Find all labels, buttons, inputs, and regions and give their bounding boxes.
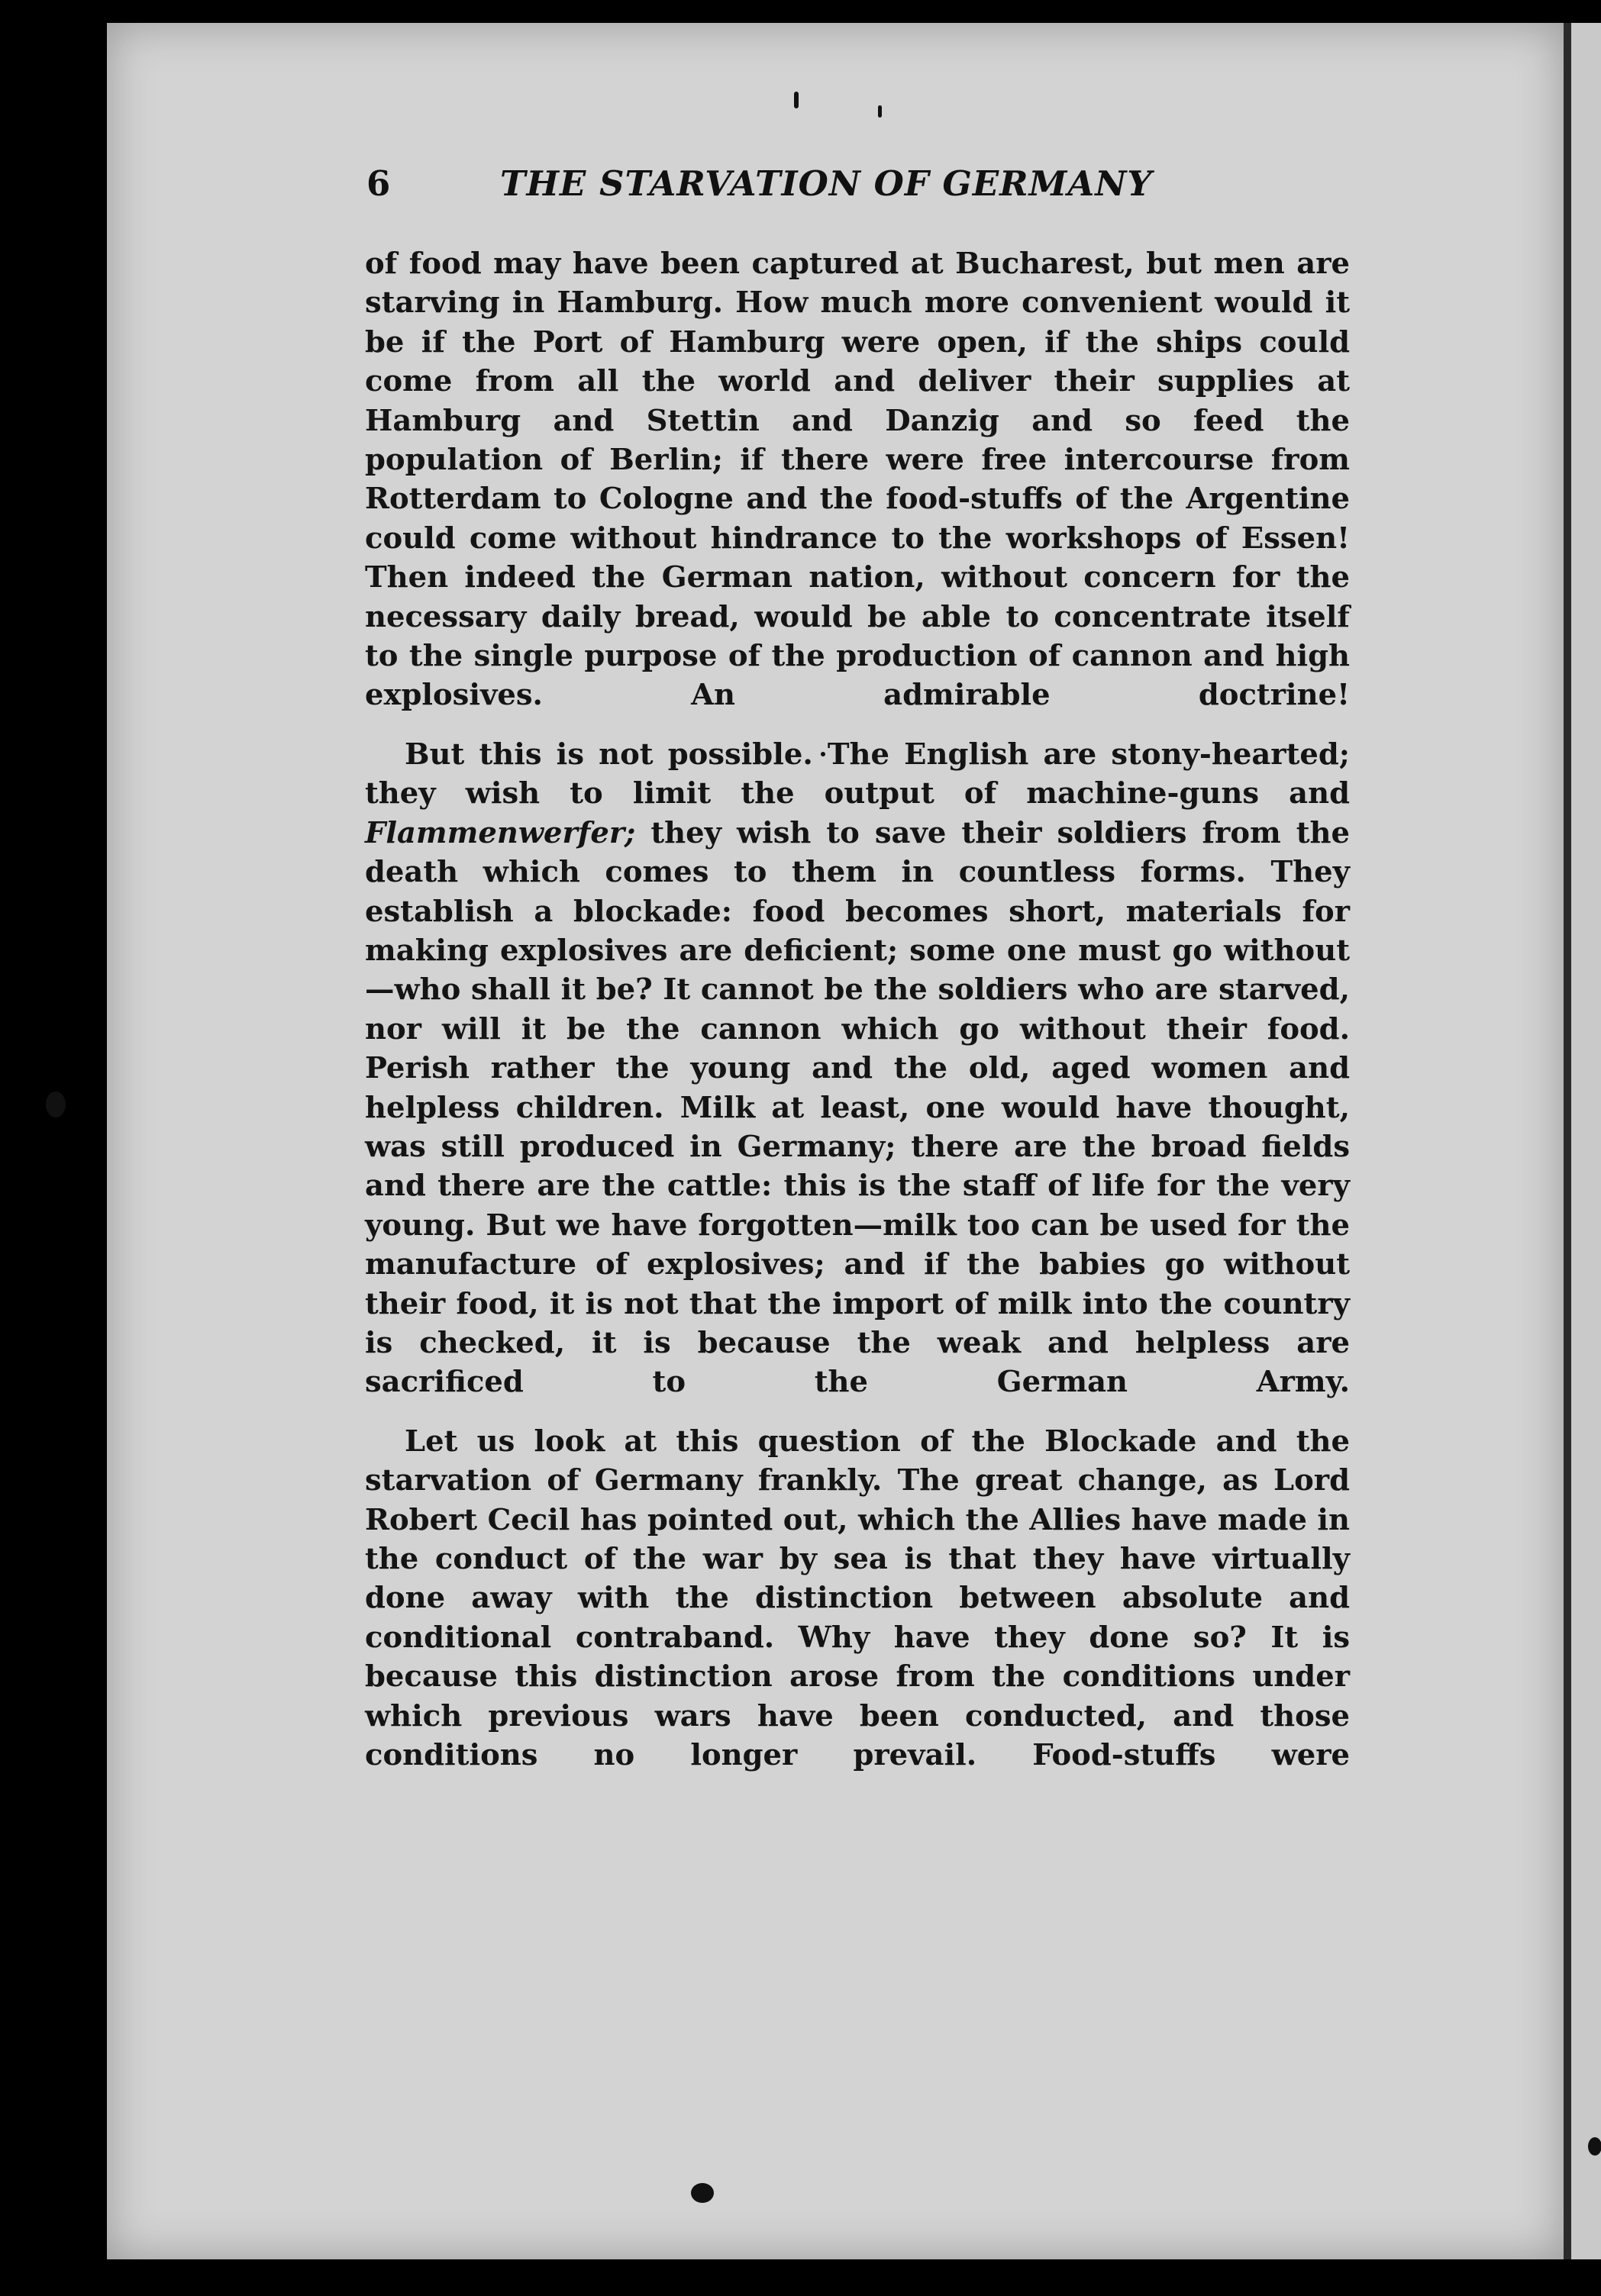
scan-speck [1588, 2137, 1601, 2156]
scan-speck [691, 2183, 714, 2203]
paragraph-text: they wish to save their soldiers from the death which comes to them in countless forms. They establish a blockade: food becomes short, materials for making explosives are deficient; some one must go without—who shall it be? It cannot be the soldiers who are starved, nor will it be the cannon which go without their food. Perish rather the young and the old, aged women and helpless children. Milk at least, one would have thought, was still produced in Germany; there are the broad fields and there are the cattle: this is the staff of life for the very young. But we have forgotten—milk too can be used for the manufacture of explosives; and if the babies go without their food, it is not that the import of milk into the country is checked, it is because the weak and helpless are sacrificed to the German Army. [365, 815, 1350, 1400]
paragraph: Let us look at this question of the Blockade and the starvation of Germany frankly. The great change, as Lord Robert Cecil has pointed out, which the Allies have made in the conduct of the war by sea is that they have virtually done away with the distinction between absolute and conditional contraband. Why have they done so? It is because this distinction arose from the conditions under which previous wars have been conducted, and those conditions no longer prevail. Food-stuffs were [365, 1424, 1350, 1773]
body-text [365, 244, 1350, 1775]
page-header [366, 163, 1359, 209]
page-number: 6 [366, 163, 391, 204]
paragraph: of food may have been captured at Bucharest, but men are starving in Hamburg. How much more convenient would it be if the Port of Hamburg were open, if the ships could come from all the world and deliver their supplies at Hamburg and Stettin and Danzig and so feed the population of Berlin; if there were free intercourse from Rotterdam to Cologne and the food-stuffs of the Argentine could come without hindrance to the workshops of Essen! Then indeed the German nation, without concern for the necessary daily bread, would be able to concentrate itself to the single purpose of the production of cannon and high explosives. An admirable doctrine! [365, 247, 1350, 713]
page-edge [1564, 23, 1571, 2259]
italic-term: Flammenwerfer; [365, 815, 636, 850]
paragraph-text: But this is not possible. The English are stony-hearted; they wish to limit the output of machine-guns and [365, 737, 1350, 811]
adjacent-page-strip [1571, 23, 1601, 2259]
scan-speck [794, 92, 799, 108]
scan-speck [46, 1092, 66, 1117]
paragraph [365, 735, 1350, 1402]
scan-speck [878, 105, 882, 118]
running-head: THE STARVATION OF GERMANY [500, 163, 1153, 204]
